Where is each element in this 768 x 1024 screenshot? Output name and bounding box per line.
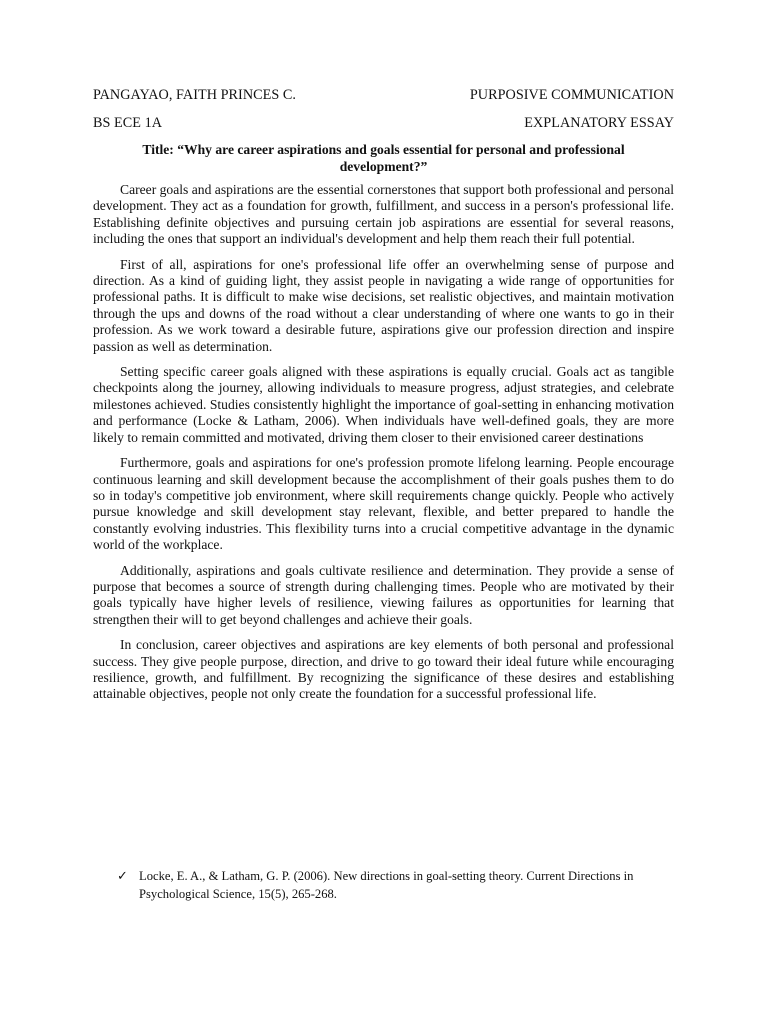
paragraph-purpose: First of all, aspirations for one's professional life offer an overwhelming sense of purpose and direction. As a kind of guiding light, they assist people in navigating a wide range of opportunities for professional paths. It is difficult to make wise decisions, set realistic objectives, and maintain motivation through the ups and downs of the road without a clear understanding of where one wants to go in their profession. As we work toward a desirable future, aspirations give our profession direction and inspire passion as well as determination. [93,256,674,354]
header-row-1 [93,86,674,104]
paragraph-conclusion: In conclusion, career objectives and aspirations are key elements of both personal and professional success. They give people purpose, direction, and drive to go toward their ideal future while encouraging resilience, growth, and fulfillment. By recognizing the significance of these desires and establishing attainable objectives, people not only create the foundation for a successful professional life. [93,637,674,702]
checkmark-icon: ✓ [117,869,128,884]
essay-page [93,86,674,703]
references-list [117,868,674,903]
paragraph-resilience: Additionally, aspirations and goals cultivate resilience and determination. They provide a sense of purpose that becomes a source of strength during challenging times. People who are motivated by their goals typically have higher levels of resilience, viewing failures as opportunities for learning that strengthen their will to get beyond challenges and achieve their goals. [93,562,674,627]
author-name: PANGAYAO, FAITH PRINCES C. [93,87,296,103]
reference-text: Locke, E. A., & Latham, G. P. (2006). New directions in goal-setting theory. Current Directions in Psychological Science, 15(5), 265-268. [139,869,634,901]
paragraph-goals: Setting specific career goals aligned with these aspirations is equally crucial. Goals act as tangible checkpoints along the journey, allowing individuals to measure progress, adjust strategies, and celebrate milestones achieved. Studies consistently highlight the importance of goal-setting in enhancing motivation and performance (Locke & Latham, 2006). When individuals have well-defined goals, they are more likely to remain committed and motivated, driving them closer to their envisioned career destinations [93,364,674,445]
section-name: BS ECE 1A [93,115,163,131]
paragraph-intro: Career goals and aspirations are the essential cornerstones that support both professional and personal development. They act as a foundation for growth, fulfillment, and success in a person's professional life. Establishing definite objectives and pursuing certain job aspirations are essential for several reasons, including the ones that support an individual's development and help them reach their full potential. [93,182,674,247]
essay-title: Title: “Why are career aspirations and goals essential for personal and professional development?” [142,142,625,174]
paragraph-learning: Furthermore, goals and aspirations for one's profession promote lifelong learning. People encourage continuous learning and skill development because the accomplishment of their goals pushes them to do so in today's competitive job environment, where skill requirements change quickly. People who actively pursue knowledge and skill development stay relevant, flexible, and better prepared to handle the constantly evolving industries. This flexibility turns into a crucial competitive advantage in the dynamic world of the workplace. [93,455,674,553]
reference-item [117,868,674,903]
header-row-2 [93,114,674,132]
course-name: PURPOSIVE COMMUNICATION [469,87,674,103]
essay-type: EXPLANATORY ESSAY [524,115,674,131]
